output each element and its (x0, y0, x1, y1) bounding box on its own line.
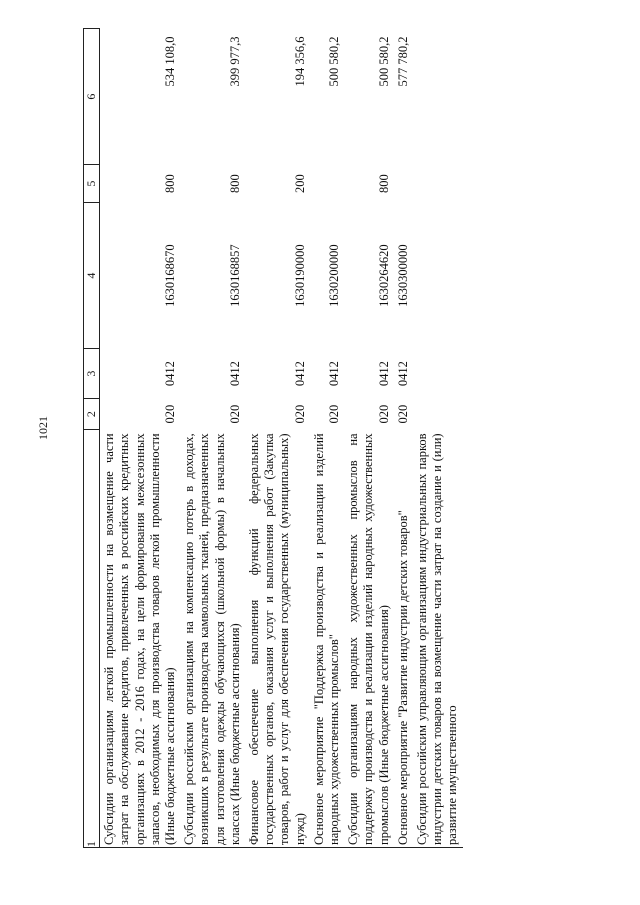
row-expense-type (413, 165, 463, 203)
row-section-code: 0412 (163, 361, 178, 387)
row-target-code: 1630168670 (163, 244, 178, 307)
table-row (394, 29, 413, 848)
row-expense-type: 800 (163, 174, 178, 193)
row-name: Субсидии российским организациям на компенсацию потерь в доходах, возникших в результате производства камвольных тканей, предназначенных для изготовления одежды обучающихся (школьной формы) в начальных классах (Иные бюджетные ассигнования) (180, 429, 245, 847)
row-target-code: 1630264620 (376, 244, 391, 307)
row-amount: 534 108,0 (163, 36, 178, 87)
row-expense-type: 200 (292, 174, 307, 193)
table-row (100, 29, 181, 848)
row-section-code: 0412 (376, 361, 391, 387)
table-row (180, 29, 245, 848)
row-expense-type: 800 (376, 174, 391, 193)
row-target-code: 1630200000 (327, 244, 342, 307)
row-amount: 194 356,6 (292, 36, 307, 87)
row-target-code: 1630300000 (395, 244, 410, 307)
row-target-code: 1630190000 (292, 244, 307, 307)
row-name: Основное мероприятие "Поддержка производства и реализации изделий народных художественных промыслов" (310, 429, 344, 847)
table-row (344, 29, 394, 848)
row-ministry-code: 020 (163, 404, 178, 424)
row-amount: 500 580,2 (376, 36, 391, 87)
row-name: Финансовое обеспечение выполнения функций федеральных государственных органов, оказания услуг и выполнения работ (Закупка товаров, работ и услуг для обеспечения государственных (муниципальных) нужд) (245, 429, 310, 847)
row-name: Субсидии организациям народных художественных промыслов на поддержку производства и реализации изделий народных художественных промыслов (Иные бюджетные ассигнования) (344, 429, 394, 847)
row-section-code (413, 349, 463, 399)
row-amount (413, 29, 463, 165)
row-ministry-code: 020 (376, 404, 391, 424)
table-row (310, 29, 344, 848)
row-section-code: 0412 (395, 361, 410, 387)
row-name: Основное мероприятие "Развитие индустрии детских товаров" (394, 429, 413, 847)
row-ministry-code: 020 (395, 404, 410, 424)
header-col-1: 1 (84, 429, 100, 847)
header-col-3: 3 (84, 349, 100, 399)
header-col-5: 5 (84, 165, 100, 203)
row-expense-type: 800 (227, 174, 242, 193)
row-amount: 399 977,3 (227, 36, 242, 87)
header-col-2: 2 (84, 399, 100, 430)
row-name: Субсидии российским управляющим организациям индустриальных парков индустрии детских товаров на возмещение части затрат на создание и (или) развитие имущественного (413, 429, 463, 847)
budget-table-page (82, 28, 543, 848)
row-target-code: 1630168857 (227, 244, 242, 307)
header-col-4: 4 (84, 203, 100, 349)
row-ministry-code: 020 (227, 404, 242, 424)
row-section-code: 0412 (327, 361, 342, 387)
row-expense-type (394, 165, 413, 203)
table-header-row (84, 29, 100, 848)
row-ministry-code: 020 (327, 404, 342, 424)
table-row (245, 29, 310, 848)
row-ministry-code (413, 399, 463, 430)
row-section-code: 0412 (292, 361, 307, 387)
row-amount: 500 580,2 (327, 36, 342, 87)
row-ministry-code: 020 (292, 404, 307, 424)
row-amount: 577 780,2 (395, 36, 410, 87)
header-col-6: 6 (84, 29, 100, 165)
table-row (413, 29, 463, 848)
row-section-code: 0412 (227, 361, 242, 387)
row-target-code (413, 203, 463, 349)
budget-table (83, 28, 463, 848)
row-expense-type (310, 165, 344, 203)
row-name: Субсидии организациям легкой промышленности на возмещение части затрат на обслуживание кредитов, привлеченных в российских кредитных организациях в 2012 - 2016 годах, на цели формирования межсезонных запасов, необходимых для производства товаров легкой промышленности (Иные бюджетные ассигнования) (100, 429, 181, 847)
page-number: 1021 (36, 416, 50, 440)
